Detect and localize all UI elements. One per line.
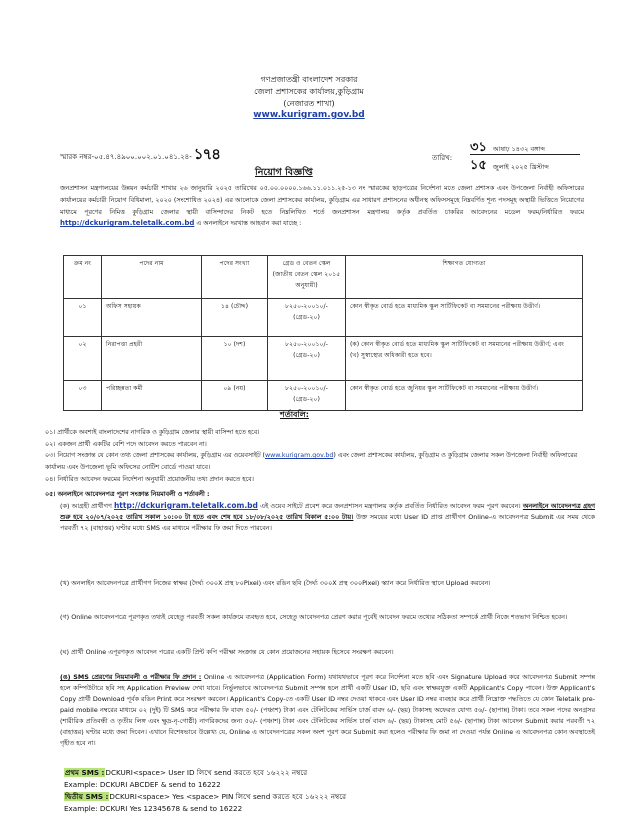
- cell-count: ০৯ (নয়): [202, 381, 268, 411]
- date-divider: [470, 154, 580, 155]
- header-website-link[interactable]: www.kurigram.gov.bd: [253, 110, 365, 120]
- condition-5: ০৫। অনলাইনে আবেদনপত্র পূরণ সংক্রান্ত নিয়মাবলী ও শর্তাবলী :: [45, 491, 210, 498]
- col-grade: গ্রেড ও বেতন স্কেল (জাতীয় বেতন স্কেল ২০১৫ অনুযায়ী): [268, 256, 346, 299]
- date-en-text: জুলাই ২০২৫ খ্রিস্টাব্দ: [492, 163, 549, 171]
- col-serial: ক্রম নং: [64, 256, 102, 299]
- cell-qualification: [346, 381, 583, 411]
- cell-count: ১০ (দশ): [202, 337, 268, 381]
- rule-ka-rest: উক্ত সময়ের মধ্যে User ID প্রাপ্ত প্রার্থীগণ Online-এ আবেদনপত্র Submit এর সময় থেকে পরবর্তী ৭২ (বাহাত্তর) ঘণ্টার মধ্যে SMS এর মাধ্যমে পরীক্ষার ফি জমা দিতে পারবেন।: [60, 513, 595, 532]
- sms-second-command: DCKURI<space> Yes <space> PIN লিখে send করতে হবে ১৬২২২ নম্বরে: [109, 792, 347, 801]
- sms-second-example: Example: DCKURI Yes 12345678 & send to 16222: [64, 804, 243, 813]
- cell-grade: ৮২৫০-২০০১০/- (গ্রেড-২০): [268, 337, 346, 381]
- col-post-name: পদের নাম: [102, 256, 202, 299]
- sms-second-label: দ্বিতীয় SMS :: [65, 792, 109, 801]
- date-en-day: ১৫: [470, 158, 487, 173]
- sms-first-example: Example: DCKURI ABCDEF & send to 16222: [64, 780, 221, 789]
- col-post-count: পদের সংখ্যা: [202, 256, 268, 299]
- rule-sms-fee: [60, 672, 595, 749]
- qualification-line: কোন স্বীকৃত বোর্ড হতে মাধ্যমিক স্কুল সার্টিফিকেট বা সমমানের পরীক্ষায় উত্তীর্ণ।: [350, 303, 541, 310]
- date-bn-day: ৩১: [470, 140, 487, 155]
- condition-3-text: ০৩। নিয়োগ সংক্রান্ত যে কোন তথ্য জেলা প্রশাসকের কার্যালয়, কুড়িগ্রাম এর ওয়েবসাইট (: [45, 452, 265, 459]
- rule-kha: (খ) অনলাইন আবেদনপত্রে প্রার্থীগণ নিজের স্বাক্ষর (দৈর্ঘ্য ৩০০X প্রস্থ ৮০Pixel) এবং রঙিন ছবি (দৈর্ঘ্য ৩০০X প্রস্থ ৩০০Pixel) স্ক্যান করে নির্ধারিত স্থানে Upload করবেন।: [60, 579, 491, 587]
- posts-table: [63, 255, 583, 411]
- table-row: [64, 381, 583, 411]
- cell-post: অফিস সহায়ক: [102, 299, 202, 337]
- qualification-line: (ক) কোন স্বীকৃত বোর্ড হতে মাধ্যমিক স্কুল সার্টিফিকেট বা সমমানের পরীক্ষায় উত্তীর্ণ; এবং: [350, 341, 564, 348]
- date-block: [470, 136, 580, 173]
- rule-gha: (ঘ) প্রার্থী Online এপূরণকৃত আবেদন পত্রের একটি প্রিন্ট কপি পরীক্ষা সংক্রান্ত যে কোন প্রয়োজনের সহায়ক হিসেবে সংরক্ষণ করবেন।: [60, 648, 394, 656]
- intro-apply-link[interactable]: http://dckurigram.teletalk.com.bd: [60, 219, 195, 228]
- date-bn-text: আষাঢ় ১৪৩২ বঙ্গাব্দ: [492, 145, 545, 153]
- condition-3-website-link[interactable]: www.kurigram.gov.bd: [265, 452, 334, 459]
- intro-paragraph: [60, 183, 584, 230]
- condition-4: ০৪। নির্ধারিত আবেদন ফরমের নির্দেশনা অনুযায়ী প্রয়োজনীয় তথ্য প্রদান করতে হবে।: [45, 476, 254, 483]
- cell-qualification: [346, 337, 583, 381]
- condition-3-tail: ) এবং জেলা প্রশাসকের কার্যালয়, কুড়িগ্রাম ও কুড়িগ্রাম জেলার সকল উপজেলা নির্বাহী অফিসারের কার্যালয় এবং উপজেলা ভূমি অফিসের নোটিশ বোর্ডে পাওয়া যাবে।: [45, 452, 578, 471]
- cell-serial: ০৩: [64, 381, 102, 411]
- sms-first-label: প্রথম SMS :: [65, 768, 105, 777]
- condition-2: ০২। একজন প্রার্থী একটির বেশি পদে আবেদন করতে পারবেন না।: [45, 441, 207, 448]
- intro-text: জনপ্রশাসন মন্ত্রণালয়ের উন্নয়ন কর্মচারী শাখার ২৬ জানুয়ারি ২০২৫ তারিখের ০৫.০০.০০০০.১৬৬.১১.০১১.২৫-১৩ নং স্মারকের ছাড়পত্রের নির্দেশনা মতে জেলা প্রশাসক এবং উপজেলা নির্বাহী অফিসারের কার্যালয়ের কর্মচারী নিয়োগ বিধিমালা, ২০২০ (সংশোধিত ২০২৪) এর আলোকে জেলা প্রশাসকের কার্যালয়, কুড়িগ্রাম এর সাধারণ প্রশাসনের অধীনস্থ অফিসসমূহে নিম্নবর্ণিত শূন্য পদসমূহ অস্থায়ী ভিত্তিতে নিয়োগের মাধ্যমে পূরণের নিমিত্ত কুড়িগ্রাম জেলার স্থায়ী বাসিন্দাদের নিকট হতে নিম্নলিখিত শর্তে জনপ্রশাসন মন্ত্রণালয় কর্তৃক প্রবর্তিত চাকরির আবেদনের মডেল ফরম/নির্ধারিত ফরমে: [60, 185, 584, 216]
- condition-1: ০১। প্রার্থীকে অবশ্যই বাংলাদেশের নাগরিক ও কুড়িগ্রাম জেলার স্থায়ী বাসিন্দা হতে হবে।: [45, 429, 260, 436]
- header-office: জেলা প্রশাসকের কার্যালয়,কুড়িগ্রাম: [254, 87, 364, 96]
- sms-first-command: DCKURI<space> User ID লিখে send করতে হবে ১৬২২২ নম্বরে: [105, 768, 308, 777]
- table-row: [64, 337, 583, 381]
- rule-ka-apply-link[interactable]: http://dckurigram.teletalk.com.bd: [113, 501, 258, 510]
- rule-ka-mid: এই ওয়েব সাইটে প্রবেশ করে জনপ্রশাসন মন্ত্রণালয় কর্তৃক প্রবর্তিত নির্ধারিত আবেদন ফরম পূরণ করবেন।: [260, 502, 521, 510]
- qualification-line: (খ) সুস্বাস্থ্যের অধিকারী হতে হবে।: [350, 352, 432, 359]
- condition-3: [45, 450, 590, 473]
- sms-second: [64, 792, 594, 804]
- rule-ka-pre: (ক) আগ্রহী প্রার্থীগণ: [60, 502, 112, 510]
- cell-post: পরিচ্ছন্নতা কর্মী: [102, 381, 202, 411]
- header-section: (নেজারত শাখা): [283, 99, 335, 108]
- cell-post: নিরাপত্তা প্রহরী: [102, 337, 202, 381]
- date-label: তারিখ:: [432, 154, 453, 162]
- rule-ka-deadline: অনলাইনে আবেদনপত্র গ্রহণ শুরু হবে ২০/০৭/২০২৫ তারিখ সকাল ১০:০০ টা হতে এবং শেষ হবে ১৮/০৮/২০২৫ তারিখ বিকাল ৫:০০ টায়।: [60, 502, 595, 521]
- intro-tail: এ অনলাইনে দরখাস্ত আহবান করা যাচ্ছে :: [196, 220, 302, 228]
- header-govt: গণপ্রজাতন্ত্রী বাংলাদেশ সরকার: [260, 75, 358, 84]
- conditions-title: শর্তাবলি:: [280, 410, 309, 419]
- rule-sms-body: Online এ আবেদনপত্র (Application Form) যথাযথভাবে পূরণ করে নির্দেশনা মতে ছবি এবং Signature Upload করে আবেদনপত্র Submit সম্পন্ন হলে কম্পিউটারে ছবি সহ Application Preview দেখা যাবে। নির্ভুলভাবে আবেদনপত্র Submit সম্পন্ন হলে প্রার্থী একটি User ID, ছবি এবং স্বাক্ষরযুক্ত একটি Applicant's Copy পাবেন। উক্ত Applicant's Copy প্রার্থী Download পূর্বক রঙিন Print করে সংরক্ষণ করবেন। Applicant's Copy-তে একটি User ID নম্বর দেওয়া থাকবে এবং User ID নম্বর ব্যবহার করে প্রার্থী নিম্নোক্ত পদ্ধতিতে যে কোন Teletalk pre-paid mobile নম্বরের মাধ্যমে ০২ (দুই) টি SMS করে পরীক্ষার ফি বাবদ ৫০/- (পঞ্চাশ) টাকা এবং টেলিটকের সার্ভিস চার্জ বাবদ ৬/- (ছয়) টাকাসহ অফেরত যোগ্য ৫৬/- (ছাপান্ন) টাকা। তবে সকল পদের অনগ্রসর (শারীরিক প্রতিবন্ধী ও তৃতীয় লিঙ্গ এবং ক্ষুদ্র-নৃ-গোষ্ঠী) নাগরিকদের জন্য ৫০/- (পঞ্চাশ) টাকা এবং টেলিটকের সার্ভিস চার্জ বাবদ ৬/- (ছয়) টাকাসহ মোট ৫৬/- (ছাপান্ন) টাকা আবেদন Submit করার পরবর্তী ৭২ (বাহাত্তর) ঘণ্টার মধ্যে জমা দিবেন। এখানে বিশেষভাবে উল্লেখ্য যে, Online এ আবেদনপত্রের সকল অংশ পূরণ করে Submit করা হলেও পরীক্ষার ফি জমা না দেওয়া পর্যন্ত Online এ আবেদনপত্র কোন অবস্থাতেই গৃহীত হবে না।: [60, 673, 595, 747]
- rule-ga: (গ) Online আবেদনপত্রে পূরণকৃত তথ্যই যেহেতু পরবর্তী সকল কার্যক্রমে ব্যবহৃত হবে, সেহেতু আবেদনপত্র প্রেরণ করার পূর্বেই আবেদন ফরমে তথ্যের সঠিকতা সম্পর্কে প্রার্থী নিজে শতভাগ নিশ্চিত হবেন।: [60, 613, 568, 621]
- notice-title: নিয়োগ বিজ্ঞপ্তি: [255, 167, 313, 178]
- rule-ka: [60, 500, 595, 534]
- cell-grade: ৮২৫০-২০০১০/- (গ্রেড-২০): [268, 299, 346, 337]
- cell-grade: ৮২৫০-২০০১০/- (গ্রেড-২০): [268, 381, 346, 411]
- memo-label: স্মারক নম্বর-০৫.৪৭.৪৯০০.০০২.০১.০৪১.২৪-: [60, 153, 192, 161]
- memo-number: [60, 143, 220, 168]
- qualification-line: কোন স্বীকৃত বোর্ড হতে জুনিয়র স্কুল সার্টিফিকেট বা সমমানের পরীক্ষায় উত্তীর্ণ।: [350, 385, 539, 392]
- cell-serial: ০১: [64, 299, 102, 337]
- rule-sms-heading: (ঙ) SMS প্রেরণের নিয়মাবলী ও পরীক্ষার ফি প্রদান :: [60, 673, 202, 681]
- table-header-row: [64, 256, 583, 299]
- cell-qualification: [346, 299, 583, 337]
- sms-first: [64, 768, 594, 780]
- memo-handwritten-number: ১৭৪: [193, 145, 220, 163]
- table-row: [64, 299, 583, 337]
- cell-serial: ০২: [64, 337, 102, 381]
- cell-count: ১৪ (চৌদ্দ): [202, 299, 268, 337]
- col-qualification: শিক্ষাগত যোগ্যতা: [346, 256, 583, 299]
